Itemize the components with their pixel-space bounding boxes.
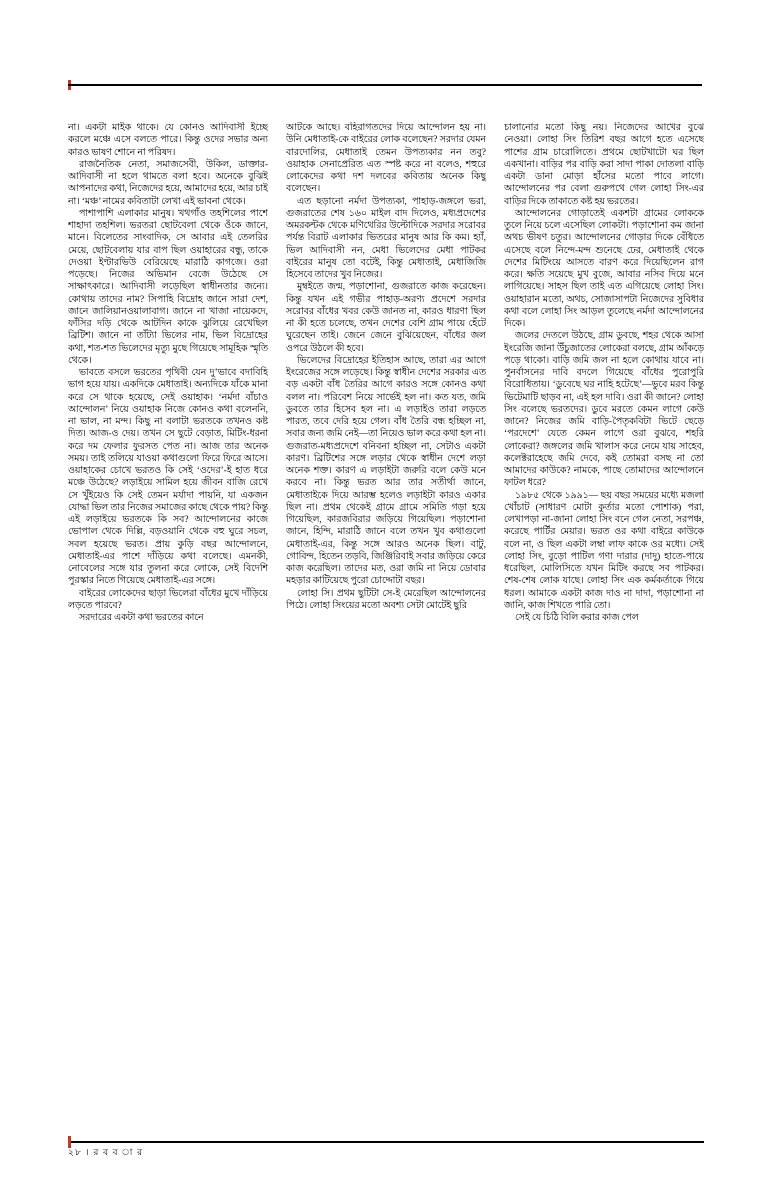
- paragraph: জলের দেতলে উঠছে, গ্রাম ডুবছে, শহর থেকে আসা ইংরেজি জানা উঁচুজাতের লোকেরা বলছে, গ্রাম আঁকড়ে পড়ে থাকো। বাড়ি জমি জল না হলে কোথায় যাবে না। পুনর্বাসনের দাবি বদলে গিয়েছে বাঁধের পুরোপুরি বিরোধিতায়। ‘ডুবেছে ঘর নাহি হটেছে’—ভুবে মরব কিন্তু ভিটেমাটি ছাড়ব না, এই হল দাবি। ওরা কী জানে? লোহা সিং বলেছে ভরতদের। ডুবে মরতে কেমন লাগে কেউ জানে? নিজের জমি বাড়ি-পৈতৃকবিটা ভিটে ছেড়ে ‘পরদেশে’ যেতে কেমন লাগে ওরা বুঝবে, শহরি লোকেরা? জঙ্গলের জমি খালাস করে নেমে যায় সাহেব, কলেক্টরাহেছে জমি দেবে, কই তোমরা বসছ না তো আমাদের কাউকে? নামকে, পাছে তোমাদের আন্দোলনে ফাটল ধরে?: [504, 331, 704, 489]
- paragraph: আন্দোলনের গোড়াতেই একশটা গ্রামের লোককে তুলে নিয়ে চলে এসেছিল লোকটা। পড়াশোনা কম জানা অথচ ভীষণ চতুর। আন্দোলনের গোড়ার দিকে বেঁধিতে এসেছে বলে নিন্দে-মন্দ শুনেছে ঢের, মেধাতাই থেকে দেশের মিটিংয়ে আসতে বারণ করে দিয়েছিলেন রাগ করে। ক্ষতি সয়েছে মুখ বুজে, আবার নসিব দিয়ে মনে লাগিয়েছে। সাহস ছিল তাই এত এগিয়েছে লোহা সিং। ওয়াহারান মতো, অথচ, সোজাসাপটা নিজেদের সুবিধার কথা বলে লোহা সিং আড়ল তুলেছে নর্মদা আন্দোলনের দিকে।: [504, 208, 704, 329]
- paragraph: এত ছড়ানো নর্মদা উপত্যকা, পাহাড়-জঙ্গলে ভরা, গুজরাতের শেষ ১৬০ মাইল বাদ দিলেও, মধ্যপ্রদেশের অমরকন্টক থেকে মণিথেরির উল্টোদিকে সরদার সরোবর পর্যন্ত বিরাট এলাকার ভিতরের মানুষ আর কি কম। হ্যাঁ, ভিল আদিবাসী নন, মেধা ভিলেদের মেধা পাটকর বাইরের মানুষ তো বটেই, কিন্তু মেধাতাই, মেধাজিজি হিসেবে তাদের খুব নিজের।: [286, 196, 486, 280]
- footer-separator: ।: [85, 1147, 90, 1157]
- page-footer: [68, 1141, 704, 1159]
- paragraph: সেই যে চিঠি বিলি করার কাজ পেল: [515, 613, 639, 623]
- text-column-1: [68, 122, 268, 1107]
- footer-rule: [68, 1141, 704, 1143]
- paragraph: পাশাপাশি এলাকার মানুষ। খথগাঁও তহশিলের পাশে শাহাদা তহশিল। ভরতরা ছোটবেলা থেকে ওঁকে জানে, মানে। বিলেতের সাংবাদিক, সে আবার এই তেলরির মেয়ে, ছোটবেলায় যার বাপ ছিল ওয়াহারের বন্ধু, তাকে দেওয়া ইণ্টারভিউ বেরিয়েছে মারাঠি কাগজে। ওরা পড়েছে। নিজের অভিমান বেজে উঠেছে সে সাক্ষাৎকারে। আদিবাসী লড়েছিল স্বাধীনতার জন্যে। কোথায় তাদের নাম? সিপাহি বিদ্রোহ জানে সারা দেশ, জানে জালিয়ানওয়ালাবাগ। জানে না খাজা নায়েকদে, ফাঁসির দড়ি থেকে আটদিন কাকে ঝুলিয়ে রেখেছিল ব্রিটিশ। জানে না তাঁট্যা ভিলের নাম, ভিল বিদ্রোহের কথা, শত-শত ভিলেদের মৃত্যু মুছে গিয়েছে সামূহিক স্মৃতি থেকে।: [68, 208, 268, 366]
- paragraph: ১৯৮৫ থেকে ১৯৯১— ছয় বছর সময়ের মধ্যে মজলা খোঁচাট (সাধারণ মোটা কুর্তার মতো পোশাক) পরা, লেখাপড়া না-জানা লোহা সিং বনে গেল নেতা, সরপঞ্চ, করেছে পার্টির মেয়ার। ভরত ওর কথা বাইরে কাউকে বলে না, ও ছিল একটা লম্বা লাফ কাকে ওর মধ্যে। সেই লোহা সিং, বুড়ো পাটিল গণা দারার (দাদু) হাতে-পায়ে ধরেছিল, মোলিসিতে যখন মিটিং করছে সব পাটকর। শেষ-শেষ লোক যাছে। লোহা সিং এক কর্মকর্তাকে গিয়ে ধরল। আমাকে একটা কাজ দাও না দাদা, পড়াশোনা না জানি, কাজ শিখতে পারি তো।: [504, 490, 704, 611]
- publication-name: র ব ব া র: [93, 1147, 144, 1157]
- paragraph: মুম্বইতে জন্ম, পড়াশোনা, গুজরাতে কাজ করেছেন। কিন্তু যখন এই গভীর পাহাড়-অরণ্য প্রদেশে সরদার সরোবর বাঁধের খবর কেউ জানত না, কারও ধারণা ছিল না কী হতে চলেছে, তখন দেশের বেশি গ্রাম পায়ে হেঁটে ঘুরেছেন তাই। জেনে জেনে বুঝিয়েছেন, বাঁধের জল ওপরে উঠলে কী হবে।: [286, 282, 486, 354]
- paragraph: আটকে আছে। বহিরাগতদের দিয়ে আন্দোলন হয় না। উনি মেধাতাই-কে বাইরের লোক বলেছেন? সরদার যেমন বারদোলির, মেধাতাই তেমন উপত্যকার নন তবু? ওয়াহাক সেনাপ্রেরিত এত স্পষ্ট করে না বলেও, শহুরে লোকেদের কথা দশ দলবের কবিতায় অনেক কিছু বলেছেন।: [286, 123, 486, 195]
- paragraph: রাজনৈতিক নেতা, সমাজসেবী, উকিল, ডাক্তার-আদিবাসী না হলে থামতে বলা হবে। অনেকে বুঝিই আপনাদের কথা, নিজেদের হয়ে, আমাদের হয়ে, আর চাই না। ‘মঞ্চ’ নামের কবিতাটা লেখা এই ভাবনা থেকে।: [68, 159, 268, 207]
- paragraph: চালানোর মতো কিছু নয়। নিজেদের আখের বুঝে নেওয়া। লোহা সিং তিরিশ বছর আগে হতে এসেছে পাশের গ্রাম চারোলিতে। প্রথমে ছোটখাটো ঘর ছিল একখানা। বাড়ির পর বাড়ি করা সাদা পাকা দোতলা বাড়ি একটা ডানা মোড়া হাঁসের মতো পাবে লাগে। আন্দোলনের পর বেলা গুরুপথে গেল লোহা সিং-এর বাড়ির দিকে তাকাতে কষ্ট হয় ভরতের।: [504, 123, 704, 207]
- article-columns: [68, 122, 704, 1107]
- text-column-3: [504, 122, 704, 1107]
- footer-text: [68, 1145, 143, 1160]
- paragraph: লোহা সি। প্রথম ছুটিটা সে-ই মেরেছিল আন্দোলনের পিঠে। লোহা সিংয়ের মতো অবশ্য সেটা মোটেই ছুরি: [286, 588, 486, 611]
- paragraph: বাইরের লোকেদের ছাড়া ভিলেরা বাঁধের মুখে দাঁড়িয়ে লড়তে পারবে?: [68, 588, 268, 611]
- paragraph: সরদারের একটা কথা ভরতের কানে: [79, 613, 204, 623]
- top-rule: [68, 84, 702, 86]
- page-number: ২৮: [68, 1147, 83, 1157]
- paragraph: না। একটা মাইক থাকে। যে কোনও আদিবাসী ইচ্ছে করলে মঞ্চে এসে বলতে পারে। কিন্তু ওদের সভার অন্য কারও ভাষণ শোনে না পরিষদ।: [68, 123, 268, 158]
- paragraph: ভাবতে বসলে ভরতের পৃথিবী যেন দু’ভাবে বদাবিহি ভাগ হয়ে যায়। একদিকে মেধাতাই। অন্যদিকে যাঁকে মানা করে সে থাকে হয়েছে, সেই ওয়াহাক। ‘নর্মদা বাঁচাও আন্দোলন’ নিয়ে ওয়াহাক নিজে কোনও কথা বলেননি, না ভাল, না মন্দ। কিছু না বলাটা ভরতকে তখনও কষ্ট দিত। আজ-ও দেয়। তখন সে ছুটে বেড়াত, মিটিং-ধরনা করে দম ফেলার ফুরসত পেত না। আজ তার অনেক সময়। তাই তলিয়ে যাওয়া কথাগুলো ফিরে ফিরে আসে। ওয়াহাকের চোখে ভরতও কি সেই ‘ওদের’-ই হাত ধরে মঞ্চে উঠেছে? লড়াইয়ে সামিল হয়ে জীবন বাজি রেখে সে খুঁইয়েও কি সেই তেমন মর্যাদা পায়নি, যা একজন যোদ্ধা ভিল তার নিজের সমাজের কাছে থেকে পায়? কিন্তু এই লড়াইয়ে ভরতকে কি সব? আন্দোলনের কাজে ভোপাল থেকে দিল্লি, বড়ওয়ানি থেকে বহু ঘুরে সচল, সবল হয়েছে ভরত। প্রায় কুড়ি বছর আন্দোলনে, মেধাতাই-এর পাশে দাঁড়িয়ে কথা বলেছে। এমনকী, নোবেলের সঙ্গে যার তুলনা করে লোকে, সেই বিদেশি পুরস্কার নিতে গিয়েছে মেধাতাই-এর সঙ্গে।: [68, 368, 268, 587]
- paragraph: ভিলেদের বিদ্রোহের ইতিহাস আছে, তারা এর আগে ইংরেজের সঙ্গে লড়েছে। কিন্তু স্বাধীন দেশের সরকার এত বড় একটা বাঁধ তৈরির আগে কারও সঙ্গে কোনও কথা বলল না। পরিবেশ নিয়ে সার্ভেই হল না। কত যত, জমি ডুবতে তার হিসেব হল না। এ লড়াইও তারা লড়তে পারত, তবে দেরি হয়ে গেল। বাঁধ তৈরি বন্ধ হচ্ছিল না, সবার জন্য জমি নেই—তা নিয়েও ভাল করে কথা হল না। গুজরাত-মধ্যপ্রদেশে বনিবনা হচ্ছিল না, সেটাও একটা কারণ। ব্রিটিশের সঙ্গে লড়ার থেকে স্বাধীন দেশে লড়া অনেক শক্ত। কারণ এ লড়াইটা জরুরি বলে কেউ মনে করবে না। কিন্তু ভরত আর তার সতীর্থা জানে, মেধাতাইকে দিয়ে আরম্ভ হলেও লড়াইটা কারও একার ছিল না। প্রথম থেকেই গ্রামে গ্রামে সমিতি গড়া হয়ে গিয়েছিল, কারজবিরার জড়িয়ে গিয়েছিল। পড়াশোনা জানে, হিন্দি, মারাঠি জানে বলে তখন খুব কথাগুলো মেধাতাই-এর, কিন্তু সঙ্গে আরও অনেক ছিল। বাটু, গোবিন্দ, হিতেন তড়বি, জিঞ্জিরিবাই সবার জড়িয়ে কেরে কাজ করেছিল। তাদের মত, ওরা জমি না নিয়ে ডোবার মহড়ার কাটিয়েছে পুরো চোদ্দোটা বছর।: [286, 355, 486, 587]
- text-column-2: [286, 122, 486, 1107]
